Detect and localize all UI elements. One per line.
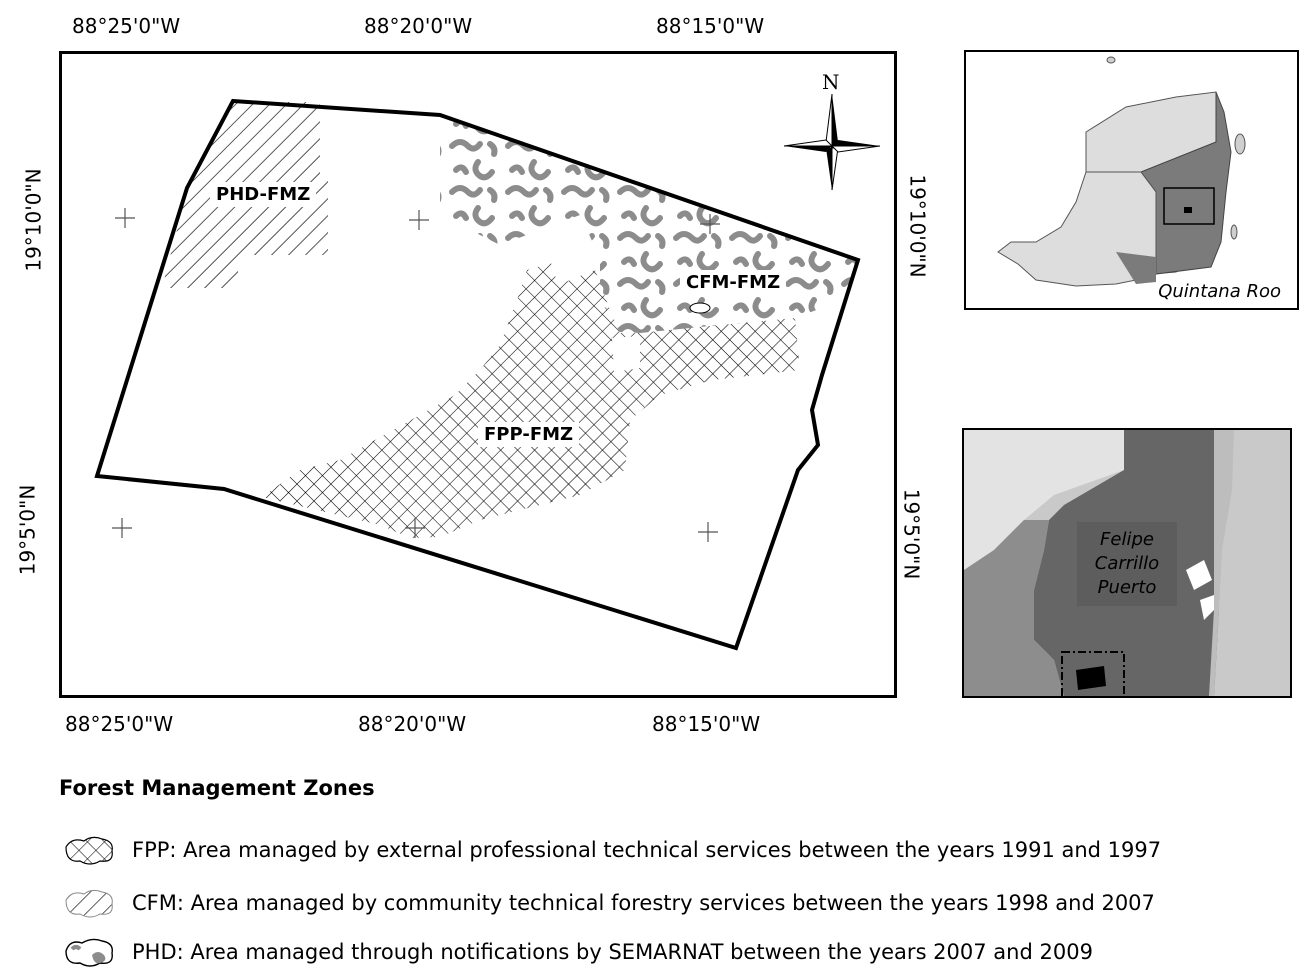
inset-municipality-map (962, 428, 1292, 698)
fpp-gap (612, 336, 640, 372)
legend-text-fpp: FPP: Area managed by external professional technical services between the years 1991 and 1997 (132, 838, 1162, 862)
cross-hatch-swatch-icon (62, 833, 118, 867)
cfm-zone (440, 115, 857, 333)
inset-state-map (964, 50, 1299, 310)
coord-right-1: 19°10'0"N (905, 174, 930, 278)
zone-label-fpp: FPP-FMZ (478, 422, 579, 447)
diagonal-hatch-swatch-icon (62, 886, 118, 920)
coord-bottom-1: 88°25'0"W (65, 712, 174, 736)
zone-label-cfm: CFM-FMZ (680, 270, 786, 295)
state-label: Quintana Roo (1158, 281, 1281, 302)
north-arrow-icon (784, 94, 880, 190)
coord-top-2: 88°20'0"W (364, 14, 473, 38)
legend-item-cfm (62, 885, 1155, 921)
legend-text-cfm: CFM: Area managed by community technical forestry services between the years 1998 and 2007 (132, 891, 1155, 915)
zone-label-phd: PHD-FMZ (210, 182, 316, 207)
speckle-swatch-icon (62, 935, 118, 969)
legend-item-fpp (62, 832, 1161, 868)
coord-left-1: 19°10'0"N (21, 168, 46, 272)
coord-top-1: 88°25'0"W (72, 14, 181, 38)
coord-bottom-3: 88°15'0"W (652, 712, 761, 736)
legend-text-phd: PHD: Area managed through notifications by SEMARNAT between the years 2007 and 2009 (132, 940, 1093, 964)
legend-item-phd (62, 934, 1093, 970)
state-map-shapes (966, 52, 1297, 308)
cfm-gap (690, 303, 710, 313)
coord-right-2: 19°5'0"N (899, 488, 924, 580)
municipality-label: Felipe Carrillo Puerto (1094, 529, 1160, 598)
legend-title: Forest Management Zones (59, 776, 375, 800)
coord-left-2: 19°5'0"N (15, 484, 40, 576)
coord-top-3: 88°15'0"W (656, 14, 765, 38)
north-label: N (822, 70, 840, 94)
coord-bottom-2: 88°20'0"W (358, 712, 467, 736)
